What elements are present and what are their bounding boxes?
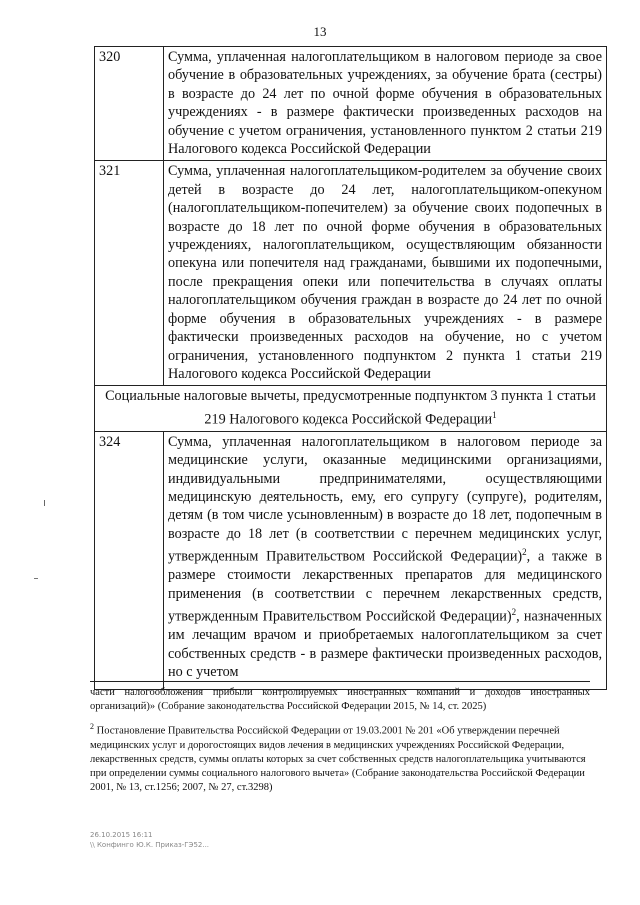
table-row bbox=[95, 47, 607, 161]
table-row bbox=[95, 431, 607, 689]
page-number: 13 bbox=[313, 24, 327, 39]
scan-mark bbox=[44, 500, 45, 506]
deduction-code: 321 bbox=[95, 161, 164, 386]
description-part: Сумма, уплаченная налогоплательщиком в налоговом периоде за медицинские услуги, оказанные медицинскими организациями, индивидуальными предпринимателями, осуществляющими медицинскую деятельность, ему, его супругу (супруге), родителям, детям (в том числе усыновленным) в возрасте до 18 лет, подопечным в возрасте до 18 лет (в соответствии с перечнем медицинских услуг, утвержденным Правительством Российской Федерации) bbox=[168, 433, 602, 566]
footnote-ref: 2 bbox=[522, 547, 527, 558]
deduction-code: 324 bbox=[95, 431, 164, 689]
footnote-ref: 2 bbox=[511, 607, 517, 618]
table-row bbox=[95, 161, 607, 386]
print-stamp bbox=[90, 830, 209, 850]
deduction-description bbox=[164, 431, 607, 689]
scan-mark bbox=[34, 578, 38, 579]
footnote-2 bbox=[90, 720, 590, 795]
section-heading bbox=[95, 386, 607, 432]
footnote-text: Постановление Правительства Российской Федерации от 19.03.2001 № 201 «Об утверждении перечней медицинских услуг и дорогостоящих видов лечения в медицинских учреждениях Российской Федерации, лекарственных средств, суммы оплаты которых за счет собственных средств налогоплательщика учитываются при определении суммы социального налогового вычета» (Собрание законодательства Российской Федерации 2001, № 13, ст.1256; 2007, № 27, ст.3298) bbox=[90, 725, 586, 793]
deduction-codes-table bbox=[94, 46, 607, 690]
description-part: , а также в размере стоимости лекарственных препаратов для медицинского применения (в соответствии с перечнем лекарственных средств, утвержденным Правительством Российской Федерации) bbox=[168, 549, 602, 625]
footnote-divider bbox=[90, 681, 590, 682]
stamp-line: \\ Конфинго Ю.К. Приказ-ГЭ52... bbox=[90, 841, 210, 849]
footnote-continuation: части налогообложения прибыли контролируемых иностранных компаний и доходов иностранных организаций)» (Собрание законодательства Российской Федерации 2015, № 14, ст. 2025) bbox=[90, 687, 590, 712]
deduction-description: Сумма, уплаченная налогоплательщиком-родителем за обучение своих детей в возрасте до 24 лет, налогоплательщиком-опекуном (налогоплательщиком-попечителем) за обучение своих подопечных в возрасте до 18 лет по очной форме обучения в образовательных учреждениях, налогоплательщиком, осуществляющим обязанности опекуна или попечителя над гражданами, бывшими их подопечными, после прекращения опеки или попечительства в случаях оплаты налогоплательщиком обучения граждан в возрасте до 24 лет по очной форме обучения в образовательных учреждениях - в размере фактически произведенных расходов на обучение, но с учетом ограничения, установленного подпунктом 2 пункта 1 статьи 219 Налогового кодекса Российской Федерации bbox=[164, 161, 607, 386]
section-heading-row bbox=[95, 386, 607, 432]
stamp-line: 26.10.2015 16:11 bbox=[90, 831, 153, 839]
description-part: , назначенных им лечащим врачом и приобретаемых налогоплательщиком за счет собственных средств - в размере фактически произведенных расходов, но с учетом bbox=[168, 608, 602, 681]
section-heading-text: Социальные налоговые вычеты, предусмотренные подпунктом 3 пункта 1 статьи 219 Налогового кодекса Российской Федерации bbox=[105, 388, 596, 428]
deduction-description: Сумма, уплаченная налогоплательщиком в налоговом периоде за свое обучение в образовательных учреждениях, за обучение брата (сестры) в возрасте до 24 лет по очной форме обучения в образовательных учреждениях - в размере фактически произведенных расходов на обучение с учетом ограничения, установленного пунктом 2 статьи 219 Налогового кодекса Российской Федерации bbox=[164, 47, 607, 161]
deduction-code: 320 bbox=[95, 47, 164, 161]
footnote-marker: 2 bbox=[90, 722, 94, 731]
footnote-ref: 1 bbox=[492, 409, 497, 420]
